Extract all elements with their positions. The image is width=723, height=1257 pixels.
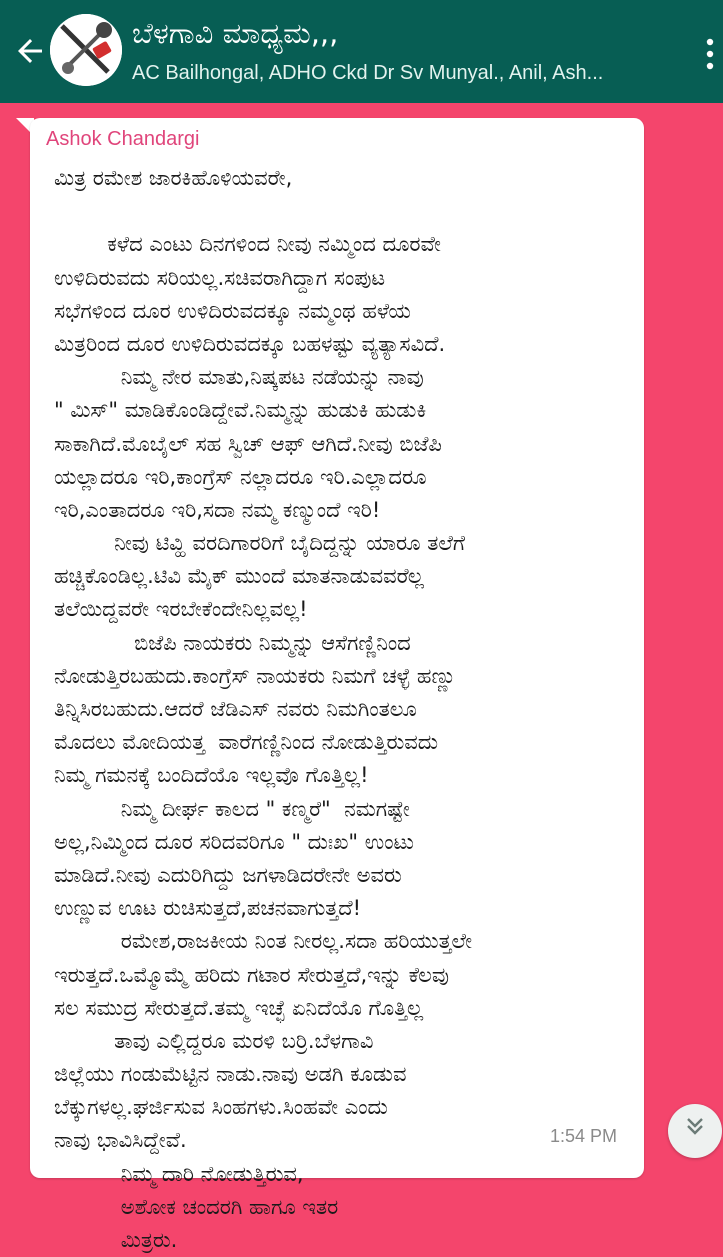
arrow-left-icon[interactable] <box>12 33 48 69</box>
message-line: ಮಿತ್ರರು. <box>54 1228 178 1252</box>
message-line: ರಮೇಶ,ರಾಜಕೀಯ ನಿಂತ ನೀರಲ್ಲ.ಸದಾ ಹರಿಯುತ್ತಲೇ <box>54 929 473 954</box>
message-line: ಅಶೋಕ ಚಂದರಗಿ ಹಾಗೂ ಇತರ <box>54 1194 339 1219</box>
message-line: ನೀವು ಟಿವ್ಹಿ ವರದಿಗಾರರಿಗೆ ಬೈದಿದ್ದನ್ನು ಯಾರೂ ತಲೆಗೆ <box>54 531 466 556</box>
message-line: ಇರಿ,ಎಂತಾದರೂ ಇರಿ,ಸದಾ ನಮ್ಮ ಕಣ್ಮುಂದೆ ಇರಿ! <box>54 497 381 522</box>
message-line: ನೋಡುತ್ತಿರಬಹುದು.ಕಾಂಗ್ರೆಸ್ ನಾಯಕರು ನಿಮಗೆ ಚಳ್ಳೆ ಹಣ್ಣು <box>54 663 456 688</box>
message-line: ನಿಮ್ಮ ದೀರ್ಘ ಕಾಲದ " ಕಣ್ಮರೆ" ನಮಗಷ್ಟೇ <box>54 796 410 821</box>
chat-participants[interactable]: AC Bailhongal, ADHO Ckd Dr Sv Munyal., Anil, Ash... <box>132 62 604 84</box>
message-line: ಬೆಕ್ಕುಗಳಲ್ಲ.ಘರ್ಜಿಸುವ ಸಿಂಹಗಳು.ಸಿಂಹವೇ ಎಂದು <box>54 1095 388 1120</box>
message-line: ನಿಮ್ಮ ನೇರ ಮಾತು,ನಿಷ್ಕಪಟ ನಡೆಯನ್ನು ನಾವು <box>54 365 424 390</box>
message-bubble[interactable] <box>30 118 644 1252</box>
message-line: ನಿಮ್ಮ ದಾರಿ ನೋಡುತ್ತಿರುವ, <box>54 1161 304 1186</box>
message-line: ಸಭೆಗಳಿಂದ ದೂರ ಉಳಿದಿರುವದಕ್ಕೂ ನಮ್ಮಂಥ ಹಳೆಯ <box>54 298 411 323</box>
message-line: ಯಲ್ಲಾದರೂ ಇರಿ,ಕಾಂಗ್ರೆಸ್ ನಲ್ಲಾದರೂ ಇರಿ.ಎಲ್ಲಾದರೂ <box>54 464 427 489</box>
chevron-double-down-icon <box>683 1114 707 1138</box>
more-vertical-icon[interactable] <box>700 36 720 72</box>
message-line: ನಾವು ಭಾವಿಸಿದ್ದೇವೆ. <box>54 1128 187 1153</box>
message-line: ಜಿಲ್ಲೆಯು ಗಂಡುಮೆಟ್ಟಿನ ನಾಡು.ನಾವು ಅಡಗಿ ಕೂಡುವ <box>54 1062 407 1087</box>
message-line: ಉಳಿದಿರುವದು ಸರಿಯಲ್ಲ.ಸಚಿವರಾಗಿದ್ದಾಗ ಸಂಪುಟ <box>54 265 386 290</box>
message-line: ಸಾಕಾಗಿದೆ.ಮೊಬೈಲ್ ಸಹ ಸ್ವಿಚ್ ಆಫ್ ಆಗಿದೆ.ನೀವು ಬಿಜೆಪಿ <box>54 431 442 456</box>
message-line: ಕಳೆದ ಎಂಟು ದಿನಗಳಿಂದ ನೀವು ನಮ್ಮಿಂದ ದೂರವೇ <box>54 232 441 257</box>
message-line: ತಿನ್ನಿಸಿರಬಹುದು.ಆದರೆ ಜೆಡಿಎಸ್ ನವರು ನಿಮಗಿಂತಲೂ <box>54 697 417 721</box>
message-text <box>54 162 634 1257</box>
message-sender[interactable]: Ashok Chandargi <box>46 128 200 150</box>
message-line <box>54 195 634 228</box>
chat-title[interactable]: ಬೆಳಗಾವಿ ಮಾಧ್ಯಮ,,, <box>132 16 339 50</box>
message-line: ಬಿಜೆಪಿ ನಾಯಕರು ನಿಮ್ಮನ್ನು ಆಸೆಗಣ್ಣಿನಿಂದ <box>54 630 411 655</box>
scroll-to-bottom-button[interactable] <box>668 1104 722 1158</box>
message-line: ಮಿತ್ರರಿಂದ ದೂರ ಉಳಿದಿರುವದಕ್ಕೂ ಬಹಳಷ್ಟು ವ್ಯತ್ಯಾಸವಿದೆ. <box>54 331 446 356</box>
message-line: " ಮಿಸ್" ಮಾಡಿಕೊಂಡಿದ್ದೇವೆ.ನಿಮ್ಮನ್ನು ಹುಡುಕಿ ಹುಡುಕಿ <box>54 398 427 423</box>
message-line: ಸಲ ಸಮುದ್ರ ಸೇರುತ್ತದೆ.ತಮ್ಮ ಇಚ್ಛೆ ಏನಿದೆಯೊ ಗೊತ್ತಿಲ್ಲ <box>54 995 424 1020</box>
message-line: ನಿಮ್ಮ ಗಮನಕ್ಕೆ ಬಂದಿದೆಯೊ ಇಲ್ಲವೊ ಗೊತ್ತಿಲ್ಲ! <box>54 763 369 788</box>
message-line: ಹಚ್ಚಿಕೊಂಡಿಲ್ಲ.ಟಿವಿ ಮೈಕ್ ಮುಂದೆ ಮಾತನಾಡುವವರೆಲ್ಲ <box>54 564 424 589</box>
message-line: ಮಾಡಿದೆ.ನೀವು ಎದುರಿಗಿದ್ದು ಜಗಳಾಡಿದರೇನೇ ಅವರು <box>54 862 402 887</box>
message-line: ತಾವು ಎಲ್ಲಿದ್ದರೂ ಮರಳಿ ಬರ್ರಿ.ಬೆಳಗಾವಿ <box>54 1028 374 1053</box>
message-line: ಅಲ್ಲ,ನಿಮ್ಮಿಂದ ದೂರ ಸರಿದವರಿಗೂ " ದುಃಖ" ಉಂಟು <box>54 829 414 854</box>
message-line: ಮಿತ್ರ ರಮೇಶ ಜಾರಕಿಹೊಳಿಯವರೇ, <box>54 166 293 190</box>
message-line: ಉಣ್ಣುವ ಊಟ ರುಚಿಸುತ್ತದೆ,ಪಚನವಾಗುತ್ತದೆ! <box>54 896 362 921</box>
message-timestamp: 1:54 PM <box>550 1126 618 1146</box>
message-line: ಇರುತ್ತದೆ.ಒಮ್ಮೊಮ್ಮೆ ಹರಿದು ಗಟಾರ ಸೇರುತ್ತದೆ,ಇನ್ನು ಕೆಲವು <box>54 962 450 987</box>
message-line: ತಲೆಯಿದ್ದವರೇ ಇರಬೇಕೆಂದೇನಿಲ್ಲವಲ್ಲ! <box>54 597 308 622</box>
chat-header <box>0 0 723 103</box>
message-line: ಮೊದಲು ಮೋದಿಯತ್ತ ವಾರೆಗಣ್ಣಿನಿಂದ ನೋಡುತ್ತಿರುವದು <box>54 730 439 755</box>
group-avatar-icon[interactable] <box>50 14 122 86</box>
